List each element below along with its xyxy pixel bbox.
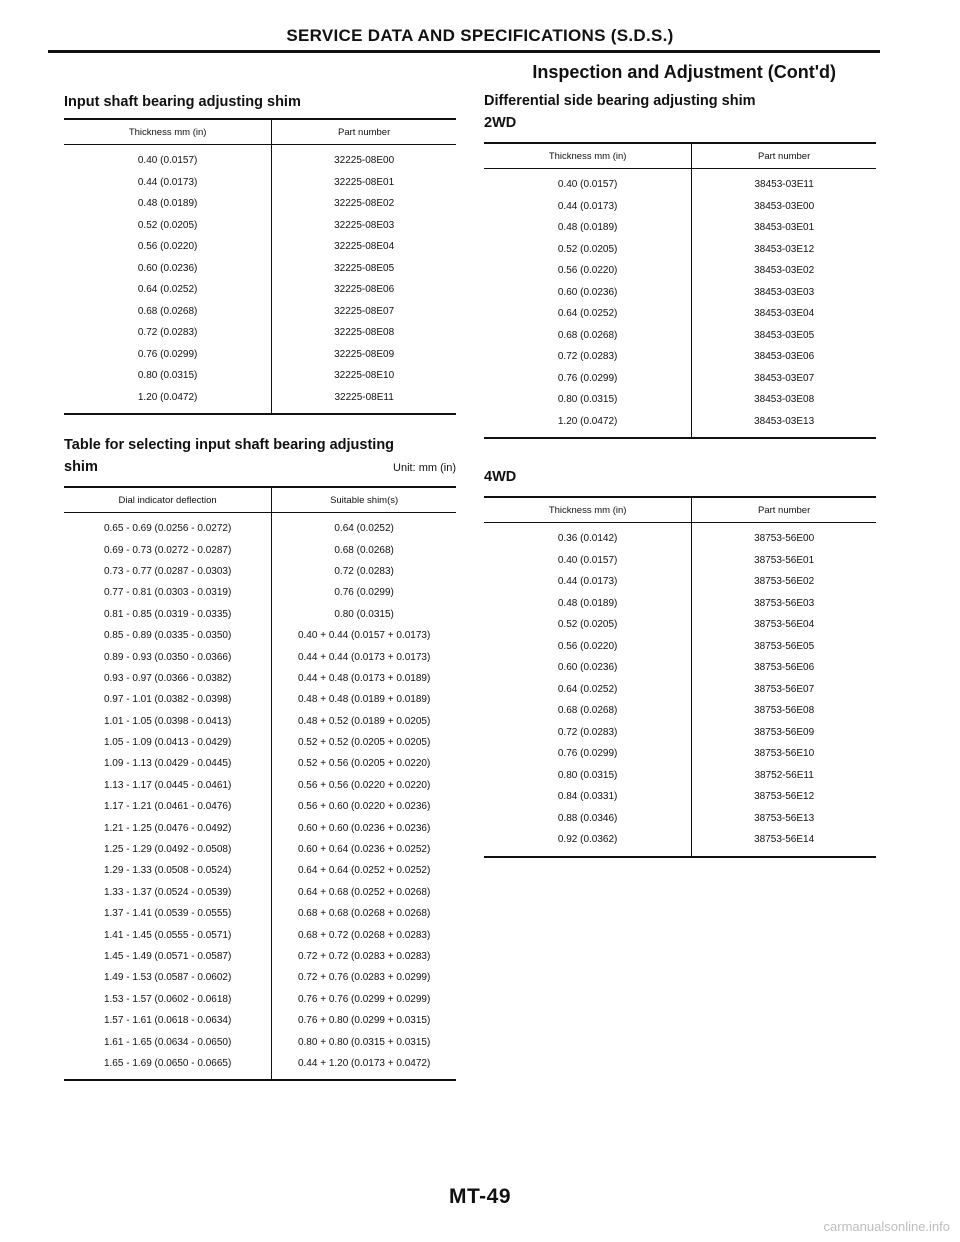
table-row [484, 743, 876, 765]
table-cell-right: 38453-03E00 [754, 200, 815, 212]
table-row [484, 239, 876, 261]
table-cell-left: 0.93 - 0.97 (0.0366 - 0.0382) [64, 668, 272, 689]
table-cell-right: 0.52 + 0.52 (0.0205 + 0.0205) [297, 737, 431, 749]
table-cell-right: 38453-03E07 [754, 372, 815, 384]
table-cell-right: 0.44 + 1.20 (0.0173 + 0.0472) [297, 1057, 431, 1069]
table-cell-left: 0.80 (0.0315) [484, 765, 692, 787]
page-number: MT-49 [448, 1185, 511, 1208]
table-row [64, 301, 456, 323]
table-row [484, 523, 876, 550]
table-cell-right: 38753-56E02 [754, 576, 815, 588]
table-cell-right: 38753-56E03 [754, 597, 815, 609]
table-cell-right: 0.80 + 0.80 (0.0315 + 0.0315) [297, 1036, 431, 1048]
table-row [484, 217, 876, 239]
table-cell-right: 32225-08E03 [334, 219, 395, 231]
table-row [64, 1053, 456, 1080]
table-cell-right: 32225-08E00 [334, 155, 395, 167]
table-row [64, 236, 456, 258]
table-cell-left: 0.65 - 0.69 (0.0256 - 0.0272) [64, 513, 272, 540]
table-cell-right: 0.72 + 0.72 (0.0283 + 0.0283) [297, 951, 431, 962]
table-row [64, 604, 456, 625]
table-row [64, 775, 456, 796]
column-header-thickness: Thickness mm (in) [64, 119, 272, 145]
table-cell-left: 0.40 (0.0157) [484, 550, 692, 572]
table-row [484, 550, 876, 572]
table-row [64, 817, 456, 838]
table-row [64, 322, 456, 344]
table-cell-right: 38753-56E10 [754, 748, 815, 760]
table-row [64, 145, 456, 172]
table-cell-right: 38453-03E03 [754, 286, 815, 298]
page-title: SERVICE DATA AND SPECIFICATIONS (S.D.S.) [286, 26, 674, 45]
table-cell-left: 1.13 - 1.17 (0.0445 - 0.0461) [64, 775, 272, 796]
table-row [64, 513, 456, 540]
table-row [64, 344, 456, 366]
table-cell-left: 1.21 - 1.25 (0.0476 - 0.0492) [64, 817, 272, 838]
column-header-thickness: Thickness mm (in) [484, 497, 692, 523]
title-divider [48, 50, 880, 53]
table-row [64, 365, 456, 387]
table-row [64, 668, 456, 689]
diff-4wd-rows [484, 523, 876, 857]
table-cell-left: 0.40 (0.0157) [484, 169, 692, 196]
table-row [64, 215, 456, 237]
table-row [64, 946, 456, 967]
table-cell-left: 0.88 (0.0346) [484, 808, 692, 830]
table-cell-right: 32225-08E02 [334, 198, 395, 210]
table-cell-left: 1.29 - 1.33 (0.0508 - 0.0524) [64, 860, 272, 881]
table-row [484, 169, 876, 196]
table-cell-right: 0.56 + 0.60 (0.0220 + 0.0236) [297, 801, 431, 813]
column-header-part-number: Part number [692, 497, 876, 523]
table-cell-left: 1.41 - 1.45 (0.0555 - 0.0571) [64, 924, 272, 945]
table-row [484, 368, 876, 390]
table-cell-right: 38753-56E06 [754, 662, 815, 674]
table-cell-left: 0.80 (0.0315) [484, 389, 692, 411]
table-cell-left: 1.09 - 1.13 (0.0429 - 0.0445) [64, 753, 272, 774]
table-row [484, 389, 876, 411]
table-cell-right: 32225-08E06 [334, 284, 395, 296]
table-cell-left: 1.01 - 1.05 (0.0398 - 0.0413) [64, 711, 272, 732]
table-cell-left: 1.53 - 1.57 (0.0602 - 0.0618) [64, 989, 272, 1010]
table-row [484, 657, 876, 679]
table-cell-left: 1.05 - 1.09 (0.0413 - 0.0429) [64, 732, 272, 753]
input-shaft-shim-section [64, 92, 456, 415]
table-cell-left: 0.44 (0.0173) [64, 172, 272, 194]
table-row [64, 1010, 456, 1031]
table-cell-left: 0.44 (0.0173) [484, 196, 692, 218]
table-cell-left: 0.92 (0.0362) [484, 829, 692, 857]
input-shaft-shim-table [64, 118, 456, 415]
table-row [484, 411, 876, 439]
table-cell-left: 0.89 - 0.93 (0.0350 - 0.0366) [64, 646, 272, 667]
table-cell-left: 0.76 (0.0299) [484, 368, 692, 390]
table-cell-right: 0.72 (0.0283) [334, 565, 394, 577]
table-cell-left: 0.60 (0.0236) [484, 657, 692, 679]
unit-label: Unit: mm (in) [393, 462, 456, 474]
table-cell-right: 0.56 + 0.56 (0.0220 + 0.0220) [297, 779, 431, 791]
table-row [484, 346, 876, 368]
diff-4wd-table [484, 496, 876, 858]
table-cell-right: 38753-56E12 [754, 791, 815, 803]
table-cell-right: 38753-56E07 [754, 683, 815, 695]
table-cell-right: 32225-08E07 [334, 305, 395, 317]
table-row [64, 387, 456, 415]
table-cell-left: 0.64 (0.0252) [64, 279, 272, 301]
section-subtitle: Inspection and Adjustment (Cont'd) [532, 62, 836, 82]
table-cell-left: 0.84 (0.0331) [484, 786, 692, 808]
table-row [64, 860, 456, 881]
table-cell-right: 38753-56E01 [754, 554, 815, 566]
table-cell-right: 0.64 (0.0252) [334, 523, 394, 535]
table-row [484, 679, 876, 701]
table-cell-left: 0.56 (0.0220) [64, 236, 272, 258]
table-cell-left: 0.76 (0.0299) [484, 743, 692, 765]
table-row [64, 625, 456, 646]
table-cell-left: 0.56 (0.0220) [484, 260, 692, 282]
table-cell-right: 38453-03E05 [754, 329, 815, 341]
diff-4wd-section [484, 468, 876, 858]
input-shaft-shim-heading: Input shaft bearing adjusting shim [64, 94, 301, 110]
table-row [64, 689, 456, 710]
table-cell-left: 1.25 - 1.29 (0.0492 - 0.0508) [64, 839, 272, 860]
table-cell-right: 32225-08E09 [334, 348, 395, 360]
table-row [64, 882, 456, 903]
table-cell-left: 0.48 (0.0189) [64, 193, 272, 215]
table-cell-left: 0.97 - 1.01 (0.0382 - 0.0398) [64, 689, 272, 710]
table-cell-left: 1.45 - 1.49 (0.0571 - 0.0587) [64, 946, 272, 967]
table-row [64, 711, 456, 732]
table-cell-left: 0.73 - 0.77 (0.0287 - 0.0303) [64, 561, 272, 582]
table-row [484, 829, 876, 857]
table-cell-left: 0.52 (0.0205) [484, 239, 692, 261]
table-cell-right: 38453-03E01 [754, 222, 815, 234]
table-cell-right: 38453-03E08 [754, 394, 815, 406]
table-cell-right: 32225-08E10 [334, 370, 395, 382]
table-cell-right: 0.80 (0.0315) [334, 608, 394, 620]
table-cell-right: 0.52 + 0.56 (0.0205 + 0.0220) [297, 758, 431, 770]
table-cell-left: 0.52 (0.0205) [484, 614, 692, 636]
watermark: carmanualsonline.info [823, 1219, 950, 1234]
shim-selection-section [64, 436, 456, 1081]
table-cell-left: 0.60 (0.0236) [64, 258, 272, 280]
table-cell-right: 38753-56E14 [754, 834, 815, 846]
table-row [484, 636, 876, 658]
input-shaft-shim-rows [64, 145, 456, 415]
table-row [484, 282, 876, 304]
table-row [484, 196, 876, 218]
table-cell-right: 0.64 + 0.68 (0.0252 + 0.0268) [297, 886, 431, 898]
table-row [484, 571, 876, 593]
table-cell-right: 0.76 + 0.80 (0.0299 + 0.0315) [297, 1015, 431, 1027]
table-cell-left: 1.20 (0.0472) [484, 411, 692, 439]
table-row [64, 646, 456, 667]
table-cell-left: 1.57 - 1.61 (0.0618 - 0.0634) [64, 1010, 272, 1031]
table-cell-right: 0.64 + 0.64 (0.0252 + 0.0252) [297, 865, 431, 877]
table-cell-right: 38753-56E00 [754, 533, 815, 545]
table-cell-right: 0.48 + 0.52 (0.0189 + 0.0205) [297, 715, 431, 727]
table-cell-right: 0.48 + 0.48 (0.0189 + 0.0189) [297, 694, 431, 706]
table-cell-left: 1.20 (0.0472) [64, 387, 272, 415]
table-row [484, 808, 876, 830]
table-cell-right: 38453-03E12 [754, 243, 815, 255]
table-row [64, 967, 456, 988]
table-cell-right: 0.40 + 0.44 (0.0157 + 0.0173) [297, 630, 431, 642]
shim-selection-table [64, 486, 456, 1081]
table-row [64, 903, 456, 924]
table-row [64, 989, 456, 1010]
table-cell-right: 38453-03E06 [754, 351, 815, 363]
table-cell-right: 38753-56E05 [754, 640, 815, 652]
table-row [484, 722, 876, 744]
column-header-thickness: Thickness mm (in) [484, 143, 692, 169]
table-cell-left: 0.60 (0.0236) [484, 282, 692, 304]
table-cell-left: 1.49 - 1.53 (0.0587 - 0.0602) [64, 967, 272, 988]
table-cell-right: 38752-56E11 [754, 769, 814, 781]
table-cell-left: 0.69 - 0.73 (0.0272 - 0.0287) [64, 539, 272, 560]
table-cell-left: 0.68 (0.0268) [64, 301, 272, 323]
table-cell-left: 0.64 (0.0252) [484, 303, 692, 325]
table-cell-left: 0.40 (0.0157) [64, 145, 272, 172]
table-cell-left: 0.77 - 0.81 (0.0303 - 0.0319) [64, 582, 272, 603]
column-header-suitable-shims: Suitable shim(s) [272, 487, 456, 513]
table-row [484, 260, 876, 282]
table-cell-right: 38453-03E11 [754, 179, 814, 191]
table-cell-left: 0.68 (0.0268) [484, 700, 692, 722]
diff-2wd-subheading: 2WD [484, 115, 517, 131]
table-cell-right: 32225-08E04 [334, 241, 395, 253]
table-cell-right: 0.68 + 0.72 (0.0268 + 0.0283) [297, 929, 431, 941]
table-cell-right: 0.68 (0.0268) [334, 544, 394, 556]
table-cell-left: 1.37 - 1.41 (0.0539 - 0.0555) [64, 903, 272, 924]
table-cell-right: 0.72 + 0.76 (0.0283 + 0.0299) [297, 972, 431, 984]
table-row [64, 561, 456, 582]
diff-4wd-subheading: 4WD [484, 469, 517, 485]
selection-heading-line1: Table for selecting input shaft bearing adjusting [64, 437, 395, 453]
table-cell-right: 32225-08E08 [334, 327, 395, 339]
table-cell-right: 0.60 + 0.64 (0.0236 + 0.0252) [297, 844, 431, 856]
table-cell-right: 0.60 + 0.60 (0.0236 + 0.0236) [297, 822, 431, 834]
table-cell-left: 0.72 (0.0283) [484, 722, 692, 744]
table-row [64, 924, 456, 945]
table-cell-right: 0.44 + 0.48 (0.0173 + 0.0189) [297, 672, 431, 684]
table-row [64, 193, 456, 215]
table-row [484, 614, 876, 636]
table-row [64, 539, 456, 560]
shim-selection-rows [64, 513, 456, 1081]
table-cell-right: 38753-56E09 [754, 726, 815, 738]
table-cell-right: 32225-08E11 [334, 391, 394, 403]
table-cell-left: 0.80 (0.0315) [64, 365, 272, 387]
table-row [484, 593, 876, 615]
table-cell-left: 0.52 (0.0205) [64, 215, 272, 237]
table-row [484, 786, 876, 808]
table-row [64, 732, 456, 753]
table-cell-right: 38753-56E08 [754, 705, 815, 717]
table-row [484, 303, 876, 325]
table-cell-right: 38453-03E13 [754, 415, 815, 427]
table-cell-left: 0.68 (0.0268) [484, 325, 692, 347]
table-cell-right: 0.68 + 0.68 (0.0268 + 0.0268) [297, 908, 431, 920]
table-cell-left: 0.56 (0.0220) [484, 636, 692, 658]
table-row [64, 582, 456, 603]
table-row [64, 753, 456, 774]
table-cell-left: 0.85 - 0.89 (0.0335 - 0.0350) [64, 625, 272, 646]
table-row [64, 172, 456, 194]
table-cell-left: 0.81 - 0.85 (0.0319 - 0.0335) [64, 604, 272, 625]
diff-2wd-section [484, 92, 876, 439]
column-header-part-number: Part number [272, 119, 456, 145]
table-cell-left: 0.64 (0.0252) [484, 679, 692, 701]
table-cell-left: 0.72 (0.0283) [484, 346, 692, 368]
table-cell-right: 38753-56E13 [754, 812, 815, 824]
table-cell-left: 0.48 (0.0189) [484, 217, 692, 239]
table-cell-left: 1.61 - 1.65 (0.0634 - 0.0650) [64, 1031, 272, 1052]
diff-shim-heading: Differential side bearing adjusting shim [484, 93, 756, 109]
table-row [64, 279, 456, 301]
table-cell-right: 0.76 + 0.76 (0.0299 + 0.0299) [297, 993, 431, 1005]
table-cell-left: 0.76 (0.0299) [64, 344, 272, 366]
table-row [484, 765, 876, 787]
table-row [484, 325, 876, 347]
table-cell-left: 1.65 - 1.69 (0.0650 - 0.0665) [64, 1053, 272, 1080]
table-cell-right: 32225-08E05 [334, 262, 395, 274]
table-cell-left: 0.36 (0.0142) [484, 523, 692, 550]
column-header-deflection: Dial indicator deflection [64, 487, 272, 513]
diff-2wd-rows [484, 169, 876, 439]
table-cell-left: 0.72 (0.0283) [64, 322, 272, 344]
table-cell-right: 0.76 (0.0299) [334, 587, 394, 599]
table-row [484, 700, 876, 722]
table-cell-left: 0.44 (0.0173) [484, 571, 692, 593]
table-cell-left: 1.33 - 1.37 (0.0524 - 0.0539) [64, 882, 272, 903]
table-cell-right: 38753-56E04 [754, 619, 815, 631]
table-cell-left: 0.48 (0.0189) [484, 593, 692, 615]
table-cell-right: 38453-03E04 [754, 308, 815, 320]
table-cell-right: 38453-03E02 [754, 265, 815, 277]
table-cell-right: 0.44 + 0.44 (0.0173 + 0.0173) [297, 651, 431, 663]
table-row [64, 796, 456, 817]
table-row [64, 1031, 456, 1052]
column-header-part-number: Part number [692, 143, 876, 169]
table-row [64, 258, 456, 280]
table-cell-right: 32225-08E01 [334, 176, 395, 188]
diff-2wd-table [484, 142, 876, 439]
table-cell-left: 1.17 - 1.21 (0.0461 - 0.0476) [64, 796, 272, 817]
selection-heading-line2: shim [64, 459, 98, 475]
table-row [64, 839, 456, 860]
